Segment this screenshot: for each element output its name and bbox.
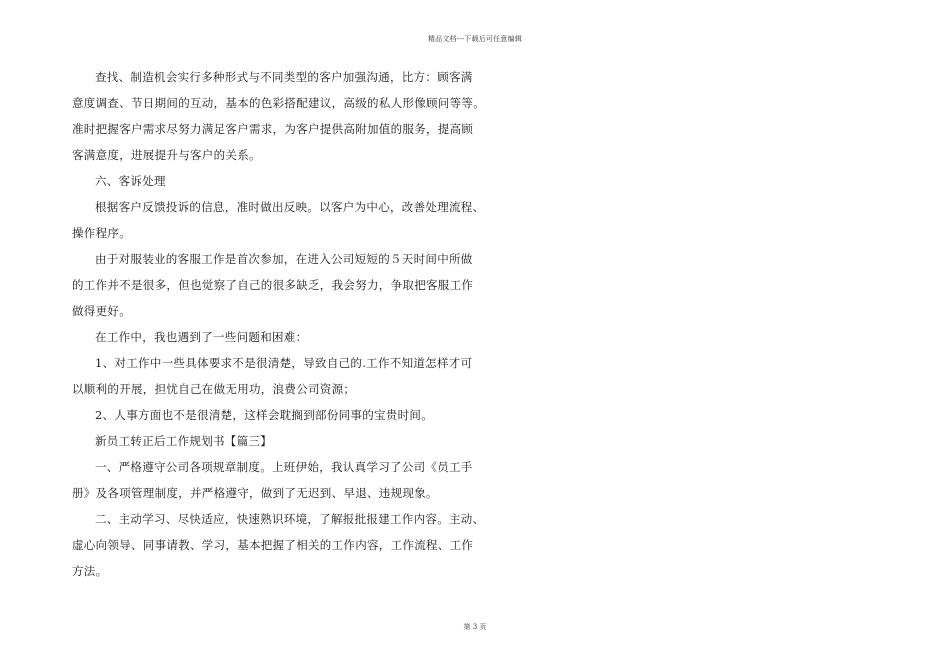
- page-header: 精品文档---下载后可任意编辑: [427, 35, 523, 43]
- text-line: 一、严格遵守公司各项规章制度。上班伊始，我认真学习了公司《员工手: [95, 460, 473, 474]
- text-line: 查找、制造机会实行多种形式与不同类型的客户加强沟通，比方：顾客满: [95, 70, 473, 84]
- text-line: 意度调查、节日期间的互动，基本的色彩搭配建议，高级的私人形像顾问等等。: [72, 96, 485, 110]
- text-line: 虚心向领导、同事请教、学习，基本把握了相关的工作内容，工作流程、工作: [72, 538, 474, 552]
- text-line: 操作程序。: [72, 226, 131, 240]
- document-body: [72, 64, 485, 584]
- text-line: 客满意度，进展提升与客户的关系。: [72, 148, 261, 162]
- text-line: 根据客户反馈投诉的信息，准时做出反映。以客户为中心，改善处理流程、: [95, 200, 485, 214]
- text-line: 的工作并不是很多，但也觉察了自己的很多缺乏，我会努力，争取把客服工作: [72, 278, 474, 292]
- text-line: 准时把握客户需求尽努力满足客户需求，为客户提供高附加值的服务，提高顾: [72, 122, 474, 136]
- text-line: 以顺利的开展，担忧自己在做无用功，浪费公司资源；: [72, 382, 356, 396]
- text-line: 六、客诉处理: [95, 174, 166, 188]
- text-line: 做得更好。: [72, 304, 131, 318]
- page-number: 第 3 页: [463, 623, 487, 631]
- text-line: 由于对服装业的客服工作是首次参加，在进入公司短短的５天时间中所做: [95, 252, 473, 266]
- text-line: 方法。: [72, 564, 108, 578]
- text-line: 在工作中，我也遇到了一些问题和困难：: [95, 330, 308, 344]
- text-line: 新员工转正后工作规划书【篇三】: [95, 434, 272, 448]
- text-line: 2、人事方面也不是很清楚，这样会耽搁到部份同事的宝贵时间。: [95, 408, 434, 422]
- text-line: 1、对工作中一些具体要求不是很清楚，导致自己的.工作不知道怎样才可: [95, 356, 473, 370]
- text-line: 二、主动学习、尽快适应，快速熟识环境，了解报批报建工作内容。主动、: [95, 512, 485, 526]
- text-line: 册》及各项管理制度，并严格遵守，做到了无迟到、早退、违规现象。: [72, 486, 438, 500]
